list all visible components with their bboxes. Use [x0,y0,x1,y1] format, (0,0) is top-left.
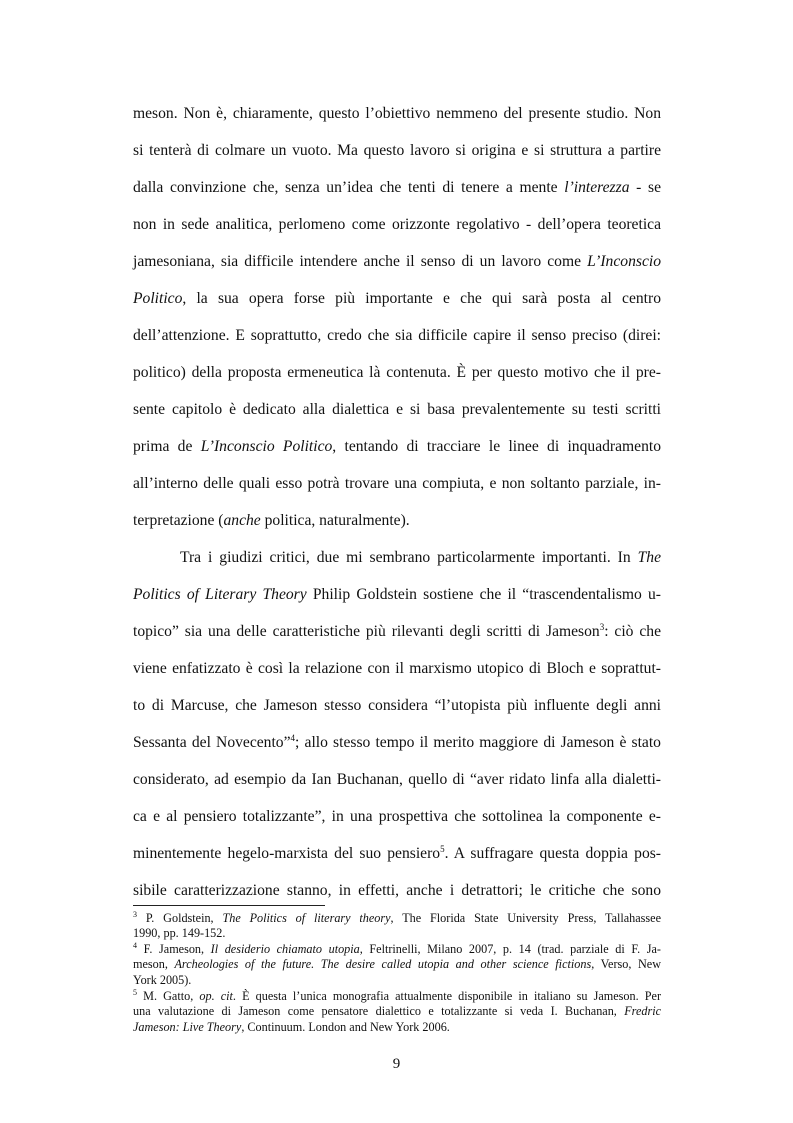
italic-text: Archeologies of the future. The desire called utopia and other science fictions [174,957,592,971]
italic-text: L’Inconscio [587,253,661,270]
italic-text: op. cit [199,989,233,1003]
footnote-line: 1990, pp. 149-152. [133,926,226,940]
body-line: prima de L’Inconscio Politico, tentando di tracciare le linee di inquadramento [133,438,662,455]
body-line: topico” sia una delle caratteristiche più rilevanti degli scritti di Jameson$^3$: ciò che [133,622,662,640]
body-line: Sessanta del Novecento”$^4$; allo stesso tempo il merito maggiore di Jameson è stato [133,733,661,751]
footnote-line: Jameson: Live Theory, Continuum. London and New York 2006. [133,1020,450,1034]
footnote-line: $^3$ P. Goldstein, The Politics of literary theory, The Florida State University Press, Tallahassee [133,910,661,925]
italic-text: Politico [133,290,183,307]
body-line: all’interno delle quali esso potrà trovare una compiuta, e non soltanto parziale, in- [133,475,661,492]
body-line: meson. Non è, chiaramente, questo l’obiettivo nemmeno del presente studio. Non [133,105,661,122]
italic-text: Politics of Literary Theory [133,586,307,603]
body-line: jamesoniana, sia difficile intendere anche il senso di un lavoro come L’Inconscio [133,253,661,270]
footnote-separator [133,905,325,906]
italic-text: L’Inconscio Politico [200,438,333,455]
body-line: Tra i giudizi critici, due mi sembrano particolarmente importanti. In The [180,549,661,566]
body-line: considerato, ad esempio da Ian Buchanan, quello di “aver ridato linfa alla dialetti- [133,771,661,788]
footnote-line: York 2005). [133,973,192,987]
italic-text: The [637,549,661,566]
body-line: sente capitolo è dedicato alla dialettica e si basa prevalentemente su testi scritti [133,401,661,418]
italic-text: l’interezza [564,179,630,196]
footnote-ref: 5 [440,844,445,854]
body-line: non in sede analitica, perlomeno come orizzonte regolativo - dell’opera teoretica [133,216,661,233]
footnote-line: una valutazione di Jameson come pensatore dialettico e totalizzante si veda I. Buchanan, Fredric [133,1004,661,1018]
footnote-line: $^5$ M. Gatto, op. cit. È questa l’unica monografia attualmente disponibile in italiano su Jameson. Per [133,988,662,1003]
footnote-ref: 3 [599,622,605,632]
footnote-line: $^4$ F. Jameson, Il desiderio chiamato utopia, Feltrinelli, Milano 2007, p. 14 (trad. parziale di F. Ja- [133,941,661,956]
body-line: to di Marcuse, che Jameson stesso considera “l’utopista più influente degli anni [133,697,661,714]
body-line: si tenterà di colmare un vuoto. Ma questo lavoro si origina e si struttura a partire [133,142,661,159]
body-line: dalla convinzione che, senza un’idea che tenti di tenere a mente l’interezza - se [133,179,661,196]
body-line: minentemente hegelo-marxista del suo pensiero$^5$. A suffragare questa doppia pos- [133,844,661,862]
footnote-line: meson, Archeologies of the future. The desire called utopia and other science fictions, Verso, New [133,957,662,971]
body-line: viene enfatizzato è così la relazione con il marxismo utopico di Bloch e soprattut- [133,660,661,677]
body-line: Politico, la sua opera forse più importante e che qui sarà posta al centro [133,290,661,307]
body-line: sibile caratterizzazione stanno, in effetti, anche i detrattori; le critiche che sono [133,882,661,899]
italic-text: Jameson: Live Theory [133,1020,242,1034]
italic-text: The Politics of literary theory [222,911,391,925]
footnote-ref: 3 [133,910,137,919]
page-number: 9 [392,1056,401,1072]
italic-text: Fredric [624,1004,661,1018]
body-line: politico) della proposta ermeneutica là contenuta. È per questo motivo che il pre- [133,364,661,381]
footnote-ref: 5 [133,988,137,997]
body-line: ca e al pensiero totalizzante”, in una prospettiva che sottolinea la componente e- [133,808,661,825]
footnote-ref: 4 [290,733,296,743]
italic-text: anche [223,512,261,529]
italic-text: Il desiderio chiamato utopia [210,942,360,956]
footnote-ref: 4 [133,941,137,950]
body-line: Politics of Literary Theory Philip Goldstein sostiene che il “trascendentalismo u- [133,586,661,603]
body-line: terpretazione (anche politica, naturalmente). [133,512,410,529]
body-line: dell’attenzione. E soprattutto, credo che sia difficile capire il senso preciso (direi: [133,327,661,344]
